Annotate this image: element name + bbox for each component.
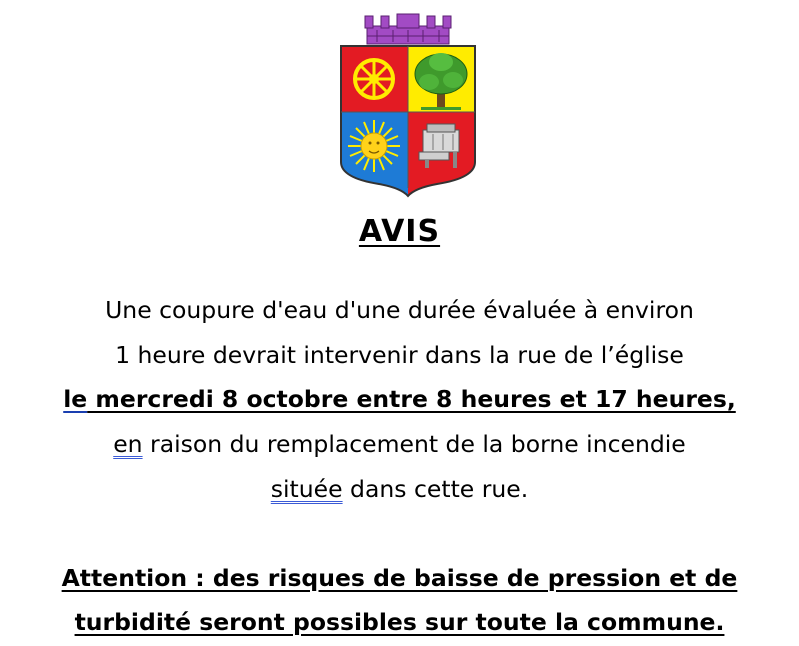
warning-line-2-text: turbidité seront possibles sur toute la commune. [74,608,725,636]
notice-line-3 [0,384,799,414]
notice-title [0,214,799,249]
notice-line-3-rest: mercredi 8 octobre entre 8 heures et 17 heures, [87,385,736,413]
mural-crown-icon [365,14,451,44]
notice-line-4 [0,429,799,459]
warning-line-1-text: Attention : des risques de baisse de pression et de [61,564,738,592]
notice-line-3-word: le [63,385,88,413]
notice-line-4-rest: raison du remplacement de la borne incendie [142,430,686,458]
warning-line-2 [0,607,799,637]
notice-line-5 [0,474,799,504]
notice-line-5-rest: dans cette rue. [342,475,529,503]
warning-line-1 [0,563,799,593]
notice-title-text: AVIS [358,214,441,249]
wheel-icon [355,60,393,98]
notice-line-5-word: située [270,475,343,503]
notice-line-1: Une coupure d'eau d'une durée évaluée à environ [105,296,694,324]
coat-of-arms-logo [337,12,479,198]
notice-line-4-word: en [113,430,143,458]
notice-line-2: 1 heure devrait intervenir dans la rue de l’église [115,341,684,369]
